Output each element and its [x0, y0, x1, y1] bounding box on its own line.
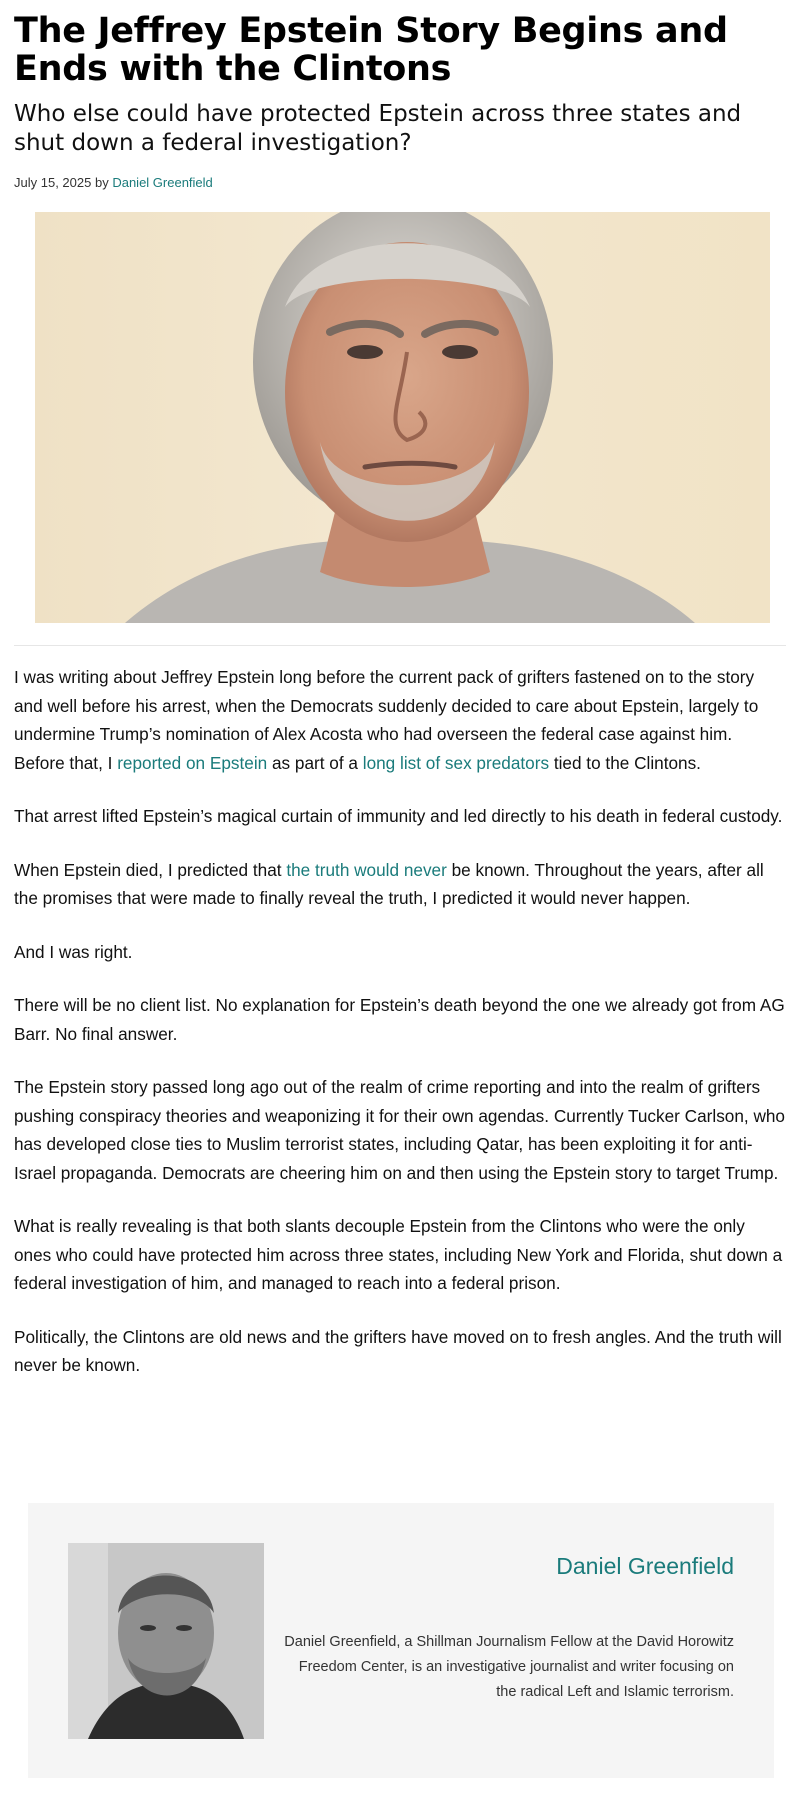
portrait-illustration [35, 212, 770, 623]
paragraph-8: Politically, the Clintons are old news and the grifters have moved on to fresh angles. And the truth will never be known. [14, 1326, 782, 1375]
publish-date: July 15, 2025 [14, 175, 92, 190]
paragraph-3-text-b: be known. Throughout the years, after all the promises that were made to finally reveal the truth, I predicted it would never happen. [14, 859, 764, 908]
paragraph-1 [14, 663, 786, 777]
author-portrait-illustration [68, 1543, 264, 1739]
author-link[interactable]: Daniel Greenfield [112, 175, 213, 190]
bio-author-name[interactable]: Daniel Greenfield [556, 1553, 734, 1579]
article-body [14, 663, 786, 1405]
paragraph-3 [14, 856, 786, 913]
hero-photo [35, 212, 770, 623]
article-page [14, 0, 786, 1375]
byline [14, 175, 786, 190]
paragraph-6: The Epstein story passed long ago out of the realm of crime reporting and into the realm of grifters pushing conspiracy theories and weaponizing it for their own agendas. Currently Tucker Carlson, who has developed close ties to Muslim terrorist states, including Qatar, has been exploiting it for anti-Israel propaganda. Democrats are cheering him on and then using the Epstein story to target Trump. [14, 1077, 785, 1183]
paragraph-2: That arrest lifted Epstein’s magical curtain of immunity and led directly to his death in federal custody. [14, 806, 783, 826]
paragraph-1-text-a: I was writing about Jeffrey Epstein long before the current pack of grifters fastened on to the story and well before his arrest, when the Democrats suddenly decided to care about Epstein, largely to undermine Trump’s nomination of Alex Acosta who had overseen the federal case against him. Before that, I [14, 667, 759, 773]
link-truth-would-never[interactable]: the truth would never [286, 859, 447, 880]
bio-description: Daniel Greenfield, a Shillman Journalism Fellow at the David Horowitz Freedom Center, is an investigative journalist and writer focusing on the radical Left and Islamic terrorism. [284, 1634, 734, 1700]
subheadline: Who else could have protected Epstein across three states and shut down a federal investigation? [14, 101, 742, 156]
paragraph-4: And I was right. [14, 941, 133, 962]
byline-by: by [94, 175, 109, 190]
divider [14, 645, 786, 646]
paragraph-3-text-a: When Epstein died, I predicted that [14, 859, 287, 880]
paragraph-1-text-b: as part of a [267, 752, 363, 773]
link-sex-predators[interactable]: long list of sex predators [362, 752, 550, 773]
paragraph-5: There will be no client list. No explanation for Epstein’s death beyond the one we already got from AG Barr. No final answer. [14, 995, 785, 1044]
author-bio-box [28, 1503, 774, 1778]
headline: The Jeffrey Epstein Story Begins and Ends with the Clintons [14, 11, 728, 89]
author-photo [68, 1543, 264, 1739]
link-reported-on-epstein[interactable]: reported on Epstein [117, 752, 268, 773]
paragraph-1-text-c: tied to the Clintons. [549, 752, 701, 773]
paragraph-7: What is really revealing is that both slants decouple Epstein from the Clintons who were the only ones who could have protected him across three states, including New York and Florida, shut down a federal investigation of him, and managed to reach into a federal prison. [14, 1216, 783, 1293]
